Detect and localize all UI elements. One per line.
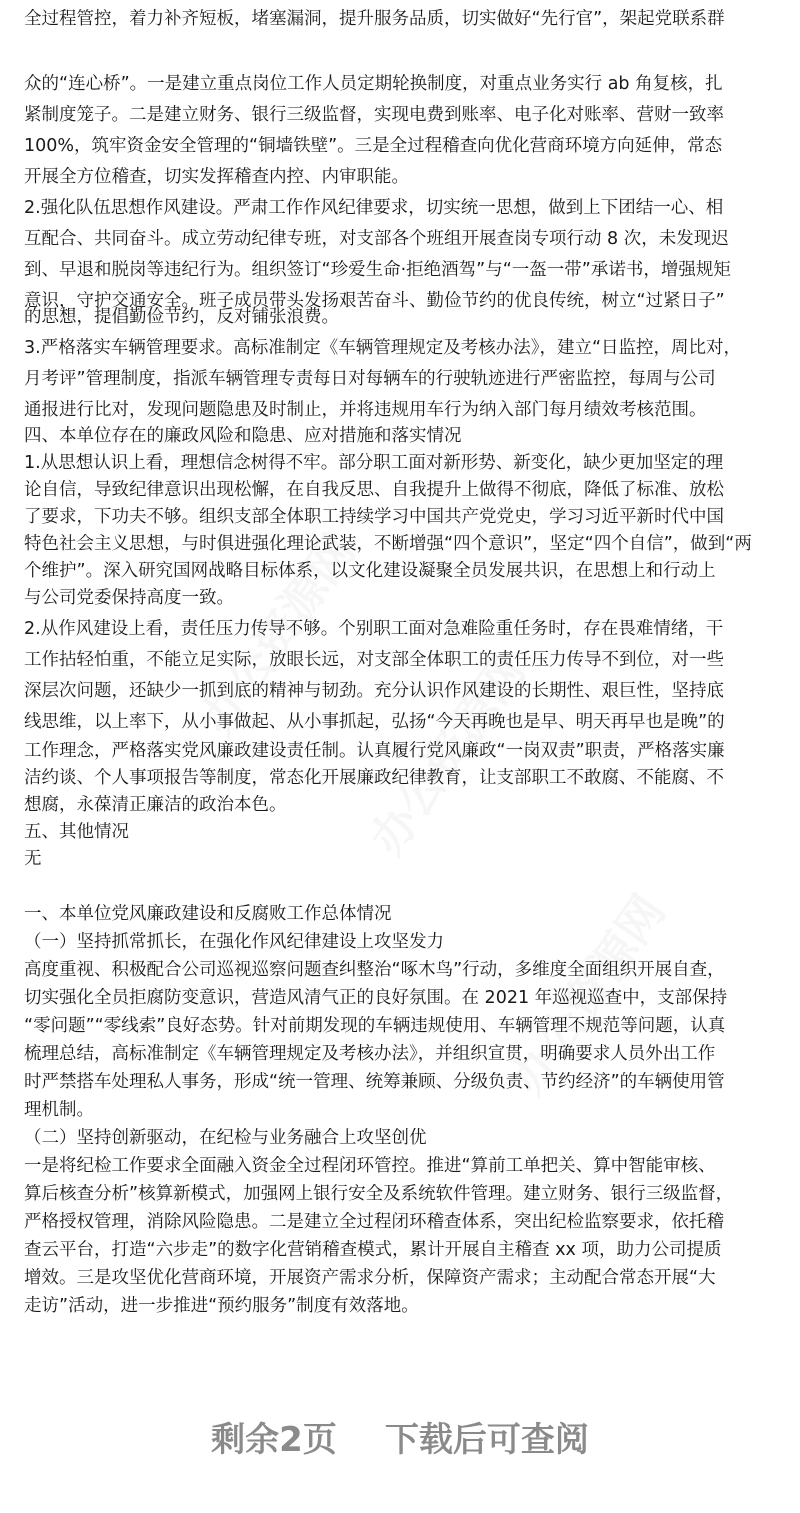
watermark: 办公资源网 <box>189 525 366 745</box>
text-line: 特色社会主义思想，与时俱进强化理论武装，不断增强“四个意识”，坚定“四个自信”，做到“两 <box>24 534 752 554</box>
text-line: 与公司党委保持高度一致。 <box>24 588 234 608</box>
remaining-pages-label: 剩余2页 <box>211 1419 337 1460</box>
text-line: 全过程管控，着力补齐短板，堵塞漏洞，提升服务品质，切实做好“先行官”，架起党联系群 <box>24 9 725 29</box>
text-line: 算后核查分析”核算新模式，加强网上银行安全及系统软件管理。建立财务、银行三级监督， <box>24 1184 734 1204</box>
text-line: 通报进行比对，发现问题隐患及时制止，并将违规用车行为纳入部门每月绩效考核范围。 <box>24 400 707 420</box>
subsection-heading: （二）坚持创新驱动，在纪检与业务融合上攻坚创优 <box>24 1128 427 1148</box>
text-line: 高度重视、积极配合公司巡视巡察问题查纠整治“啄木鸟”行动，多维度全面组织开展自查， <box>24 960 725 980</box>
text-line: 一是将纪检工作要求全面融入资金全过程闭环管控。推进“算前工单把关、算中智能审核、 <box>24 1156 716 1176</box>
text-line: 理机制。 <box>24 1100 94 1120</box>
text-line: 论自信，导致纪律意识出现松懈，在自我反思、自我提升上做得不彻底，降低了标准、放松 <box>24 480 724 500</box>
text-line: 开展全方位稽查，切实发挥稽查内控、内审职能。 <box>24 167 409 187</box>
text-line: 互配合、共同奋斗。成立劳动纪律专班，对支部各个班组开展查岗专项行动 8 次，未发现迟 <box>24 229 729 249</box>
download-to-view-label: 下载后可查阅 <box>384 1419 589 1460</box>
text-line: 众的“连心桥”。一是建立重点岗位工作人员定期轮换制度，对重点业务实行 ab 角复核，扎 <box>24 74 723 94</box>
text-line: 严格授权管理，消除风险隐患。二是建立全过程闭环稽查体系，突出纪检监察要求，依托稽 <box>24 1212 724 1232</box>
text-line: 月考评”管理制度，指派车辆管理专责每日对每辆车的行驶轨迹进行严密监控，每周与公司 <box>24 369 716 389</box>
text-line: 想腐，永葆清正廉洁的政治本色。 <box>24 795 287 815</box>
text-line: 无 <box>24 849 42 869</box>
text-line: 梳理总结，高标准制定《车辆管理规定及考核办法》，并组织宣贯，明确要求人员外出工作 <box>24 1044 716 1064</box>
text-line: 工作理念，严格落实党风廉政建设责任制。认真履行党风廉政“一岗双责”职责，严格落实廉 <box>24 741 725 761</box>
download-prompt-button[interactable] <box>0 1408 800 1464</box>
text-line: 切实强化全员拒腐防变意识，营造风清气正的良好氛围。在 2021 年巡视巡查中，支部保持 <box>24 988 728 1008</box>
text-line: 100%，筑牢资金安全管理的“铜墙铁壁”。三是全过程稽查向优化营商环境方向延伸，常态 <box>24 136 723 156</box>
text-line: 2.强化队伍思想作风建设。严肃工作作风纪律要求，切实统一思想，做到上下团结一心、相 <box>24 198 724 218</box>
text-line: 线思维，以上率下，从小事做起、从小事抓起，弘扬“今天再晚也是早、明天再早也是晚”的 <box>24 712 725 732</box>
text-line: 了要求，下功夫不够。组织支部全体职工持续学习中国共产党党史，学习习近平新时代中国 <box>24 507 724 527</box>
text-line: 意识，守护交通安全。班子成员带头发扬艰苦奋斗、勤俭节约的优良传统，树立“过紧日子” <box>24 291 725 311</box>
text-line: 个维护”。深入研究国网战略目标体系，以文化建设凝聚全员发展共识，在思想上和行动上 <box>24 561 716 581</box>
text-line: 查云平台，打造“六步走”的数字化营销稽查模式，累计开展自主稽查 xx 项，助力公司提质 <box>24 1240 722 1260</box>
text-line: 1.从思想认识上看，理想信念树得不牢。部分职工面对新形势、新变化，缺少更加坚定的理 <box>24 453 724 473</box>
text-line: 增效。三是攻坚优化营商环境，开展资产需求分析，保障资产需求；主动配合常态开展“大 <box>24 1268 716 1288</box>
text-line: 2.从作风建设上看，责任压力传导不够。个别职工面对急难险重任务时，存在畏难情绪，干 <box>24 619 724 639</box>
text-line: 紧制度笼子。二是建立财务、银行三级监督，实现电费到账率、电子化对账率、营财一致率 <box>24 105 724 125</box>
section-heading: 一、本单位党风廉政建设和反腐败工作总体情况 <box>24 904 392 924</box>
text-line: 的思想，提倡勤俭节约，反对铺张浪费。 <box>24 307 339 327</box>
text-line: 3.严格落实车辆管理要求。高标准制定《车辆管理规定及考核办法》，建立“日监控，周比对， <box>24 338 742 358</box>
text-line: 工作拈轻怕重，不能立足实际，放眼长远，对支部全体职工的责任压力传导不到位，对一些 <box>24 650 724 670</box>
text-line: 走访”活动，进一步推进“预约服务”制度有效落地。 <box>24 1296 419 1316</box>
watermark: 办公资源网 <box>499 885 676 1105</box>
text-line: 洁约谈、个人事项报告等制度，常态化开展廉政纪律教育，让支部职工不敢腐、不能腐、不 <box>24 768 724 788</box>
text-line: 时严禁搭车处理私人事务，形成“统一管理、统筹兼顾、分级负责、节约经济”的车辆使用管 <box>24 1072 725 1092</box>
section-heading: 五、其他情况 <box>24 822 129 842</box>
subsection-heading: （一）坚持抓常抓长，在强化作风纪律建设上攻坚发力 <box>24 932 444 952</box>
text-line: 到、早退和脱岗等违纪行为。组织签订“珍爱生命·拒绝酒驾”与“一盔一带”承诺书，增强规矩 <box>24 260 731 280</box>
text-line: “零问题”“零线索”良好态势。针对前期发现的车辆违规使用、车辆管理不规范等问题，认真 <box>24 1016 726 1036</box>
section-heading: 四、本单位存在的廉政风险和隐患、应对措施和落实情况 <box>24 426 462 446</box>
text-line: 深层次问题，还缺少一抓到底的精神与韧劲。充分认识作风建设的长期性、艰巨性，坚持底 <box>24 681 724 701</box>
watermark: 办公资源网 <box>359 645 536 865</box>
